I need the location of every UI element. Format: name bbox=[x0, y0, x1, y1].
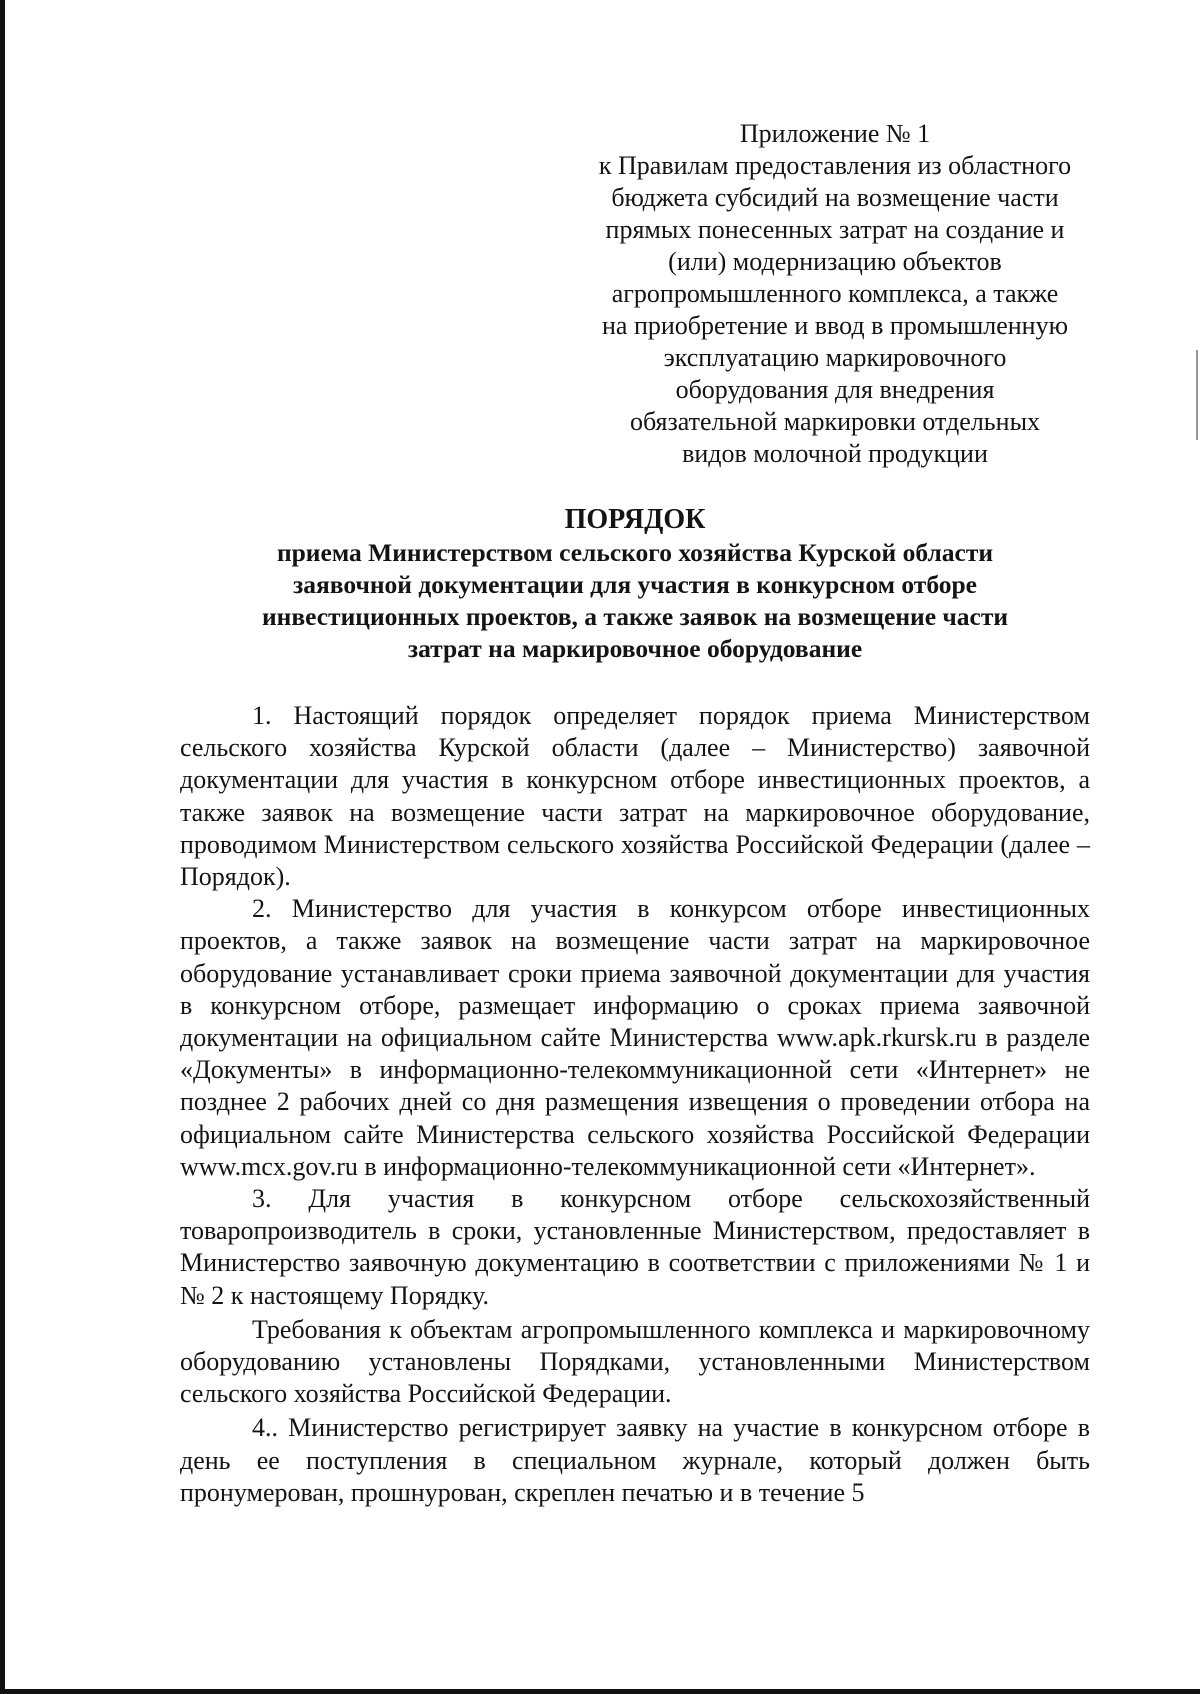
document-body bbox=[180, 700, 1090, 1509]
scan-artifact bbox=[1196, 350, 1198, 440]
appendix-line: на приобретение и ввод в промышленную bbox=[602, 311, 1068, 340]
appendix-line: бюджета субсидий на возмещение части bbox=[611, 183, 1059, 212]
scan-border-left bbox=[0, 0, 5, 1694]
appendix-line: прямых понесенных затрат на создание и bbox=[605, 215, 1065, 244]
paragraph-4: 4.. Министерство регистрирует заявку на участие в конкурсном отборе в день ее поступления в специальном журнале, который должен быть пронумерован, прошнурован, скреплен печатью и в течение 5 bbox=[180, 1413, 1090, 1507]
appendix-line: эксплуатацию маркировочного bbox=[663, 343, 1007, 372]
subtitle-line: заявочной документации для участия в конкурсном отборе bbox=[293, 570, 977, 599]
appendix-note bbox=[570, 118, 1100, 470]
subtitle-line: затрат на маркировочное оборудование bbox=[407, 634, 863, 663]
subtitle-line: инвестиционных проектов, а также заявок на возмещение части bbox=[261, 602, 1009, 631]
paragraph-requirements: Требования к объектам агропромышленного комплекса и маркировочному оборудованию установлены Порядками, установленными Министерством сельского хозяйства Российской Федерации. bbox=[180, 1314, 1090, 1409]
document-title bbox=[150, 503, 1120, 665]
appendix-line: (или) модернизацию объектов bbox=[668, 247, 1002, 276]
subtitle-line: приема Министерством сельского хозяйства Курской области bbox=[276, 538, 994, 567]
scan-border-bottom bbox=[0, 1689, 1200, 1694]
paragraph-1: 1. Настоящий порядок определяет порядок приема Министерством сельского хозяйства Курской области (далее – Министерство) заявочной документации для участия в конкурсном отборе инвестиционных проектов, а также заявок на возмещение части затрат на маркировочное оборудование, проводимом Министерством сельского хозяйства Российской Федерации (далее – Порядок). bbox=[180, 701, 1090, 892]
title-main: ПОРЯДОК bbox=[564, 504, 706, 535]
appendix-line: Приложение № 1 bbox=[739, 119, 931, 148]
appendix-line: оборудования для внедрения bbox=[675, 375, 995, 404]
appendix-line: агропромышленного комплекса, а также bbox=[611, 279, 1059, 308]
appendix-line: обязательной маркировки отдельных bbox=[629, 407, 1041, 436]
title-subtitle bbox=[150, 537, 1120, 665]
paragraph-2: 2. Министерство для участия в конкурсом отборе инвестиционных проектов, а также заявок на возмещение части затрат на маркировочное оборудование устанавливает сроки приема заявочной документации для участия в конкурсном отборе, размещает информацию о сроках приема заявочной документации на официальном сайте Министерства www.apk.rkursk.ru в разделе «Документы» в информационно-телекоммуникационной сети «Интернет» не позднее 2 рабочих дней со дня размещения извещения о проведении отбора на официальном сайте Министерства сельского хозяйства Российской Федерации www.mcx.gov.ru в информационно-телекоммуникационной сети «Интернет». bbox=[180, 894, 1090, 1181]
appendix-line: к Правилам предоставления из областного bbox=[598, 151, 1072, 180]
paragraph-3: 3. Для участия в конкурсном отборе сельскохозяйственный товаропроизводитель в сроки, установленные Министерством, предоставляет в Министерство заявочную документацию в соответствии с приложениями № 1 и № 2 к настоящему Порядку. bbox=[180, 1184, 1090, 1310]
appendix-line: видов молочной продукции bbox=[682, 439, 988, 468]
